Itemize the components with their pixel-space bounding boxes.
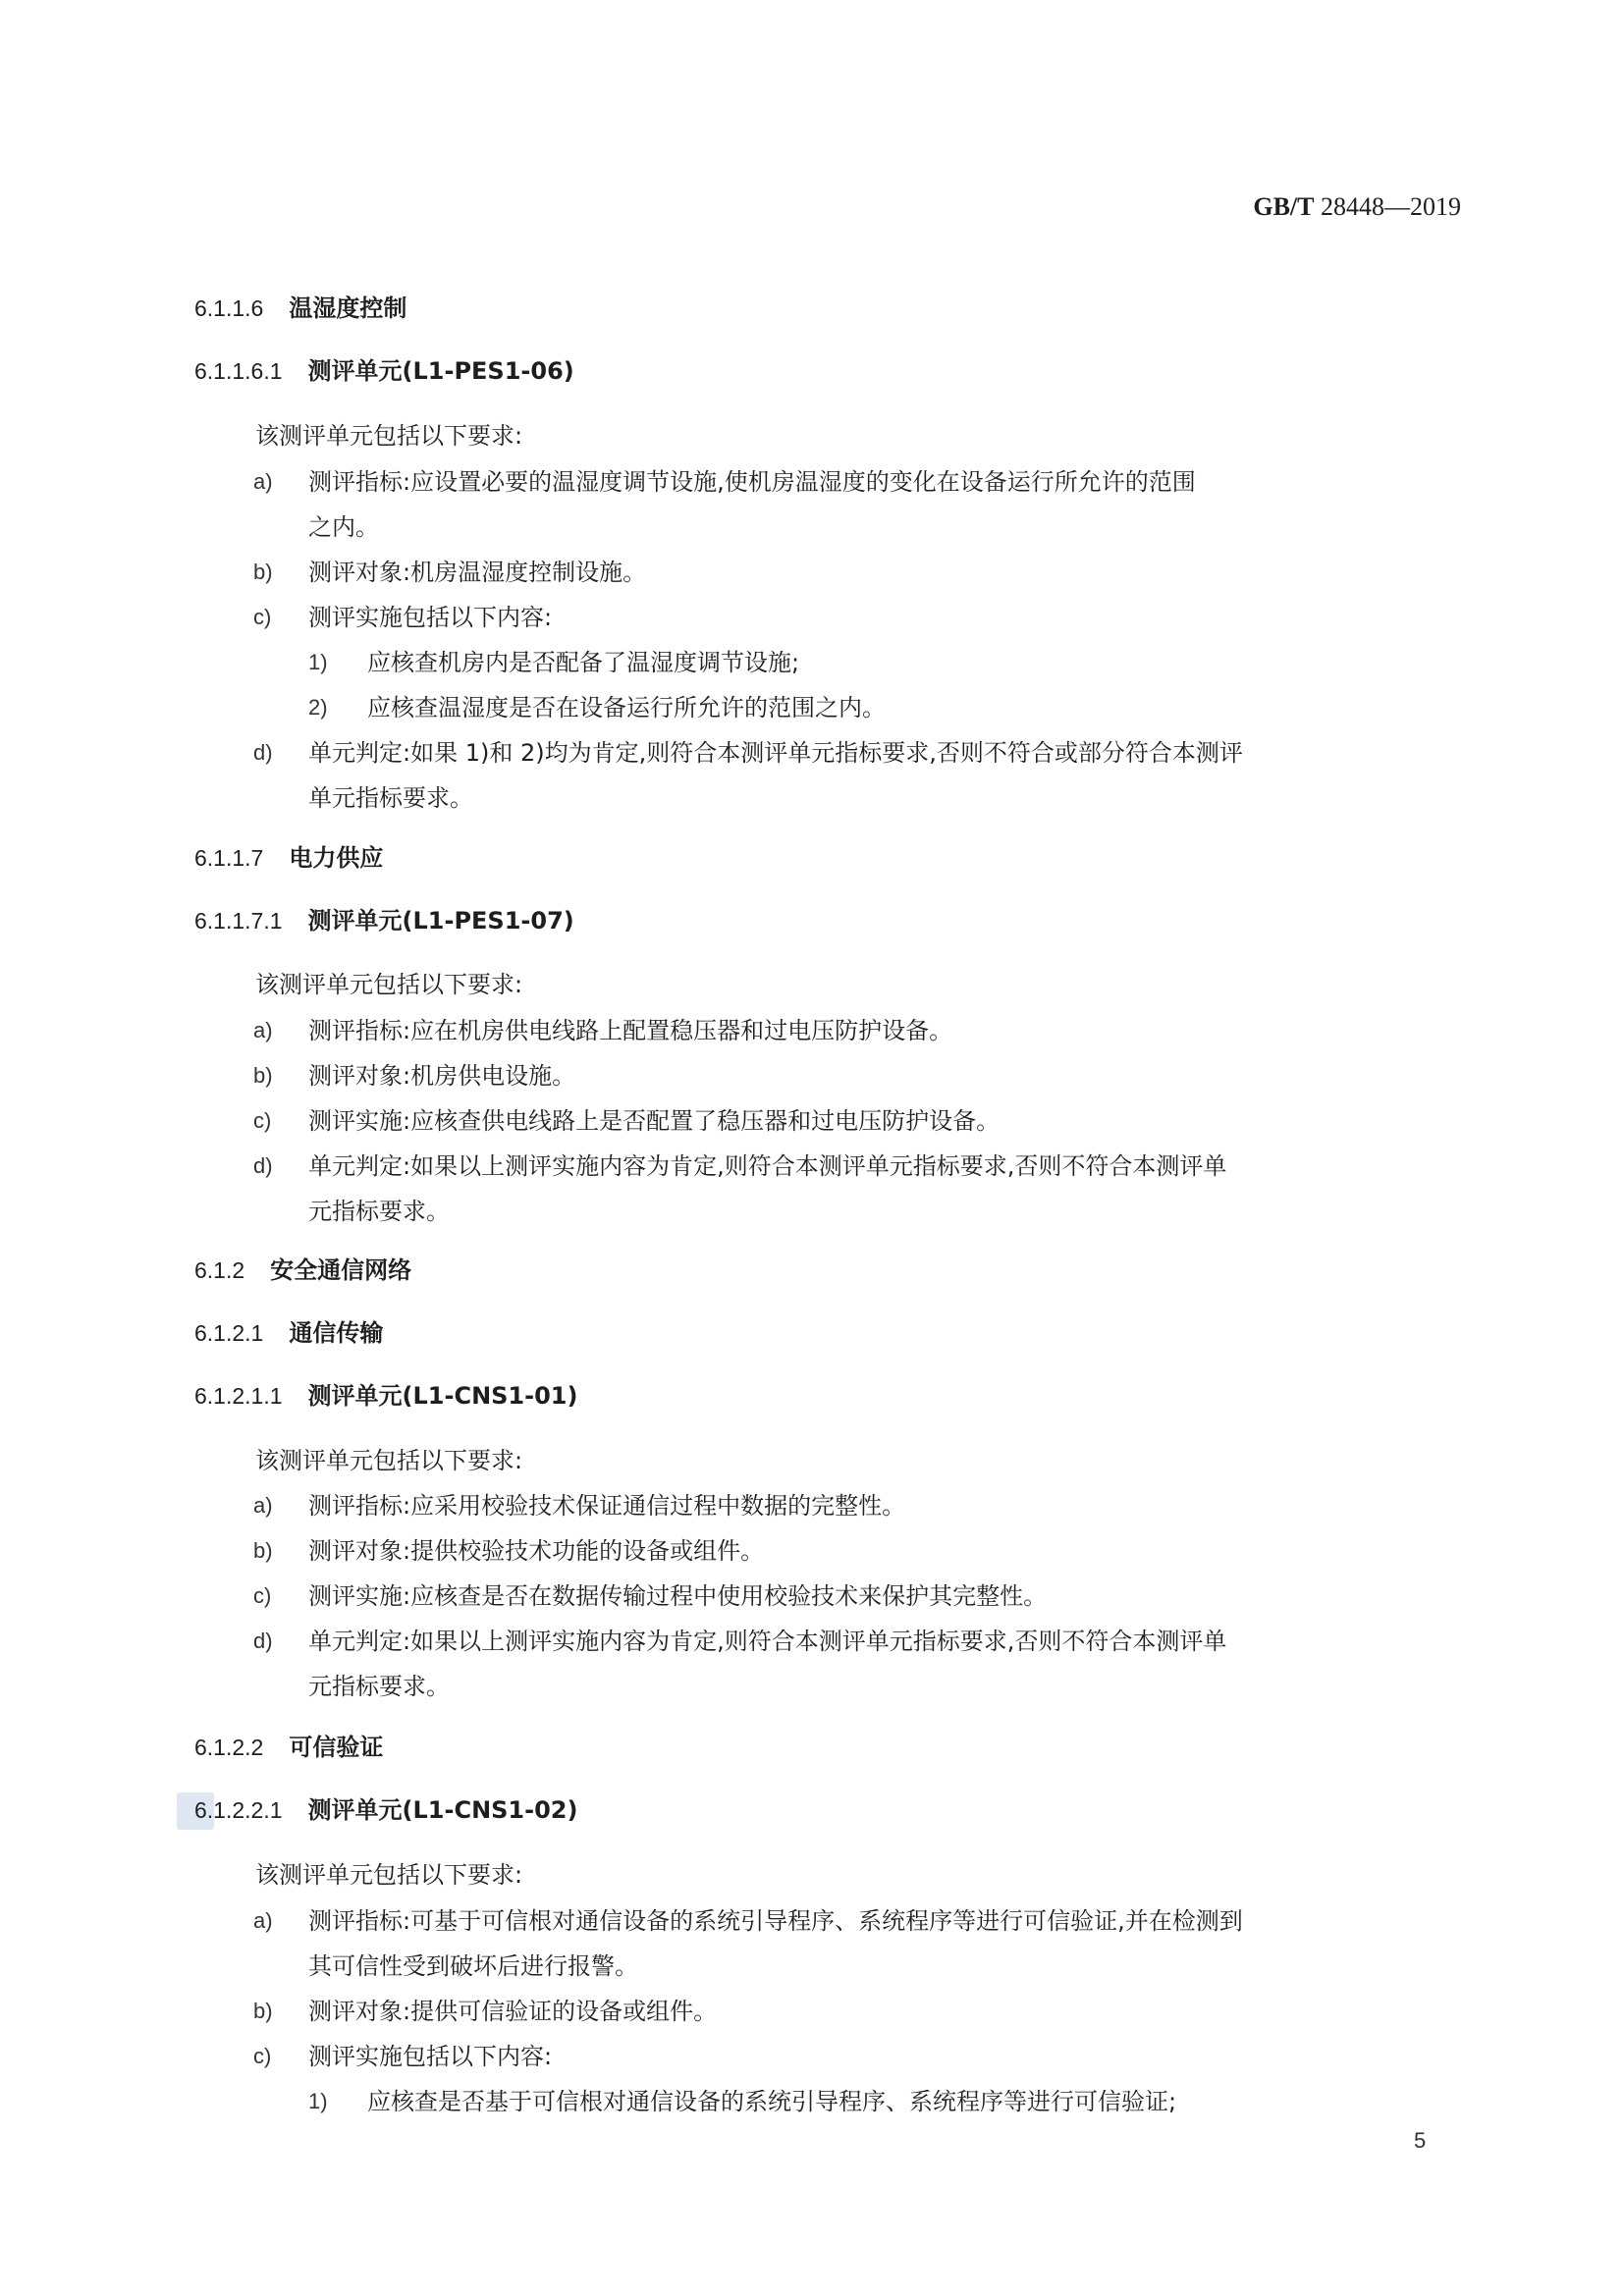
item-label: a) [253, 1018, 273, 1042]
unit-number: 6.1.2.1.1 [194, 1383, 283, 1409]
section-title: 安全通信网络 [270, 1256, 412, 1284]
unit-heading [194, 905, 574, 936]
item-text: 测评实施:应核查是否在数据传输过程中使用校验技术来保护其完整性。 [308, 1582, 1048, 1610]
item-text: 测评指标:可基于可信根对通信设备的系统引导程序、系统程序等进行可信验证,并在检测到 [308, 1907, 1243, 1935]
subitem-text: 应核查温湿度是否在设备运行所允许的范围之内。 [367, 694, 886, 721]
item-text: 测评对象:机房温湿度控制设施。 [308, 559, 647, 586]
unit-heading [194, 1380, 577, 1412]
standard-prefix: GB/T [1253, 192, 1315, 221]
unit-title: 测评单元(L1-CNS1-02) [307, 1796, 578, 1824]
item-text: 测评实施:应核查供电线路上是否配置了稳压器和过电压防护设备。 [308, 1107, 1001, 1135]
item-text-continued: 其可信性受到破坏后进行报警。 [308, 1952, 638, 1980]
unit-number: 6.1.1.7.1 [194, 908, 283, 934]
item-label: a) [253, 469, 273, 494]
unit-heading [194, 355, 574, 387]
unit-title: 测评单元(L1-PES1-06) [307, 357, 574, 385]
section-title: 温湿度控制 [289, 294, 407, 322]
item-text: 测评实施包括以下内容: [308, 2043, 553, 2070]
item-text: 测评对象:提供可信验证的设备或组件。 [308, 1998, 718, 2025]
section-title: 可信验证 [289, 1734, 384, 1761]
item-text: 测评实施包括以下内容: [308, 604, 553, 631]
item-label: c) [253, 2044, 272, 2068]
item-label: b) [253, 1063, 273, 1088]
item-text: 测评对象:机房供电设施。 [308, 1062, 576, 1090]
section-heading [194, 293, 406, 324]
item-text: 测评指标:应在机房供电线路上配置稳压器和过电压防护设备。 [308, 1017, 953, 1044]
item-label: c) [253, 605, 272, 629]
item-label: d) [253, 740, 273, 765]
item-label: a) [253, 1493, 273, 1518]
item-label: b) [253, 1538, 273, 1563]
item-text: 测评对象:提供校验技术功能的设备或组件。 [308, 1537, 765, 1565]
item-text: 测评指标:应设置必要的温湿度调节设施,使机房温湿度的变化在设备运行所允许的范围 [308, 468, 1196, 496]
section-title: 电力供应 [289, 844, 384, 872]
item-label: c) [253, 1583, 272, 1608]
item-text: 单元判定:如果以上测评实施内容为肯定,则符合本测评单元指标要求,否则不符合本测评单 [308, 1628, 1227, 1655]
item-label: d) [253, 1153, 273, 1178]
item-label: b) [253, 560, 273, 584]
item-label: a) [253, 1908, 273, 1933]
section-number: 6.1.1.6 [194, 295, 264, 321]
unit-intro: 该测评单元包括以下要求: [255, 971, 523, 998]
item-text-continued: 单元指标要求。 [308, 784, 473, 812]
unit-number: 6.1.2.2.1 [194, 1797, 283, 1823]
item-text: 单元判定:如果 1)和 2)均为肯定,则符合本测评单元指标要求,否则不符合或部分符合本测评 [308, 739, 1243, 767]
standard-code [1253, 192, 1461, 222]
section-number: 6.1.2.1 [194, 1320, 264, 1346]
subitem-label: 1) [308, 2089, 328, 2113]
section-heading [194, 1255, 411, 1286]
unit-title: 测评单元(L1-CNS1-01) [307, 1382, 578, 1410]
section-heading [194, 1732, 383, 1763]
page-number: 5 [1414, 2128, 1427, 2153]
item-label: b) [253, 1999, 273, 2023]
unit-intro: 该测评单元包括以下要求: [255, 422, 523, 450]
section-heading [194, 1317, 383, 1349]
subitem-text: 应核查机房内是否配备了温湿度调节设施; [367, 649, 800, 676]
standard-number: 28448—2019 [1321, 192, 1461, 221]
section-number: 6.1.2 [194, 1257, 245, 1283]
section-number: 6.1.1.7 [194, 845, 264, 871]
item-text-continued: 之内。 [308, 513, 379, 541]
section-title: 通信传输 [289, 1319, 384, 1347]
item-label: d) [253, 1629, 273, 1653]
unit-intro: 该测评单元包括以下要求: [255, 1447, 523, 1474]
section-number: 6.1.2.2 [194, 1735, 264, 1760]
item-text: 测评指标:应采用校验技术保证通信过程中数据的完整性。 [308, 1492, 906, 1520]
subitem-text: 应核查是否基于可信根对通信设备的系统引导程序、系统程序等进行可信验证; [367, 2088, 1177, 2115]
item-text: 单元判定:如果以上测评实施内容为肯定,则符合本测评单元指标要求,否则不符合本测评单 [308, 1152, 1227, 1180]
unit-heading [194, 1794, 577, 1826]
unit-intro: 该测评单元包括以下要求: [255, 1861, 523, 1889]
unit-number: 6.1.1.6.1 [194, 358, 283, 384]
subitem-label: 1) [308, 650, 328, 674]
item-label: c) [253, 1108, 272, 1133]
unit-title: 测评单元(L1-PES1-07) [307, 907, 574, 934]
section-heading [194, 842, 383, 874]
subitem-label: 2) [308, 695, 328, 720]
item-text-continued: 元指标要求。 [308, 1673, 450, 1700]
item-text-continued: 元指标要求。 [308, 1198, 450, 1225]
